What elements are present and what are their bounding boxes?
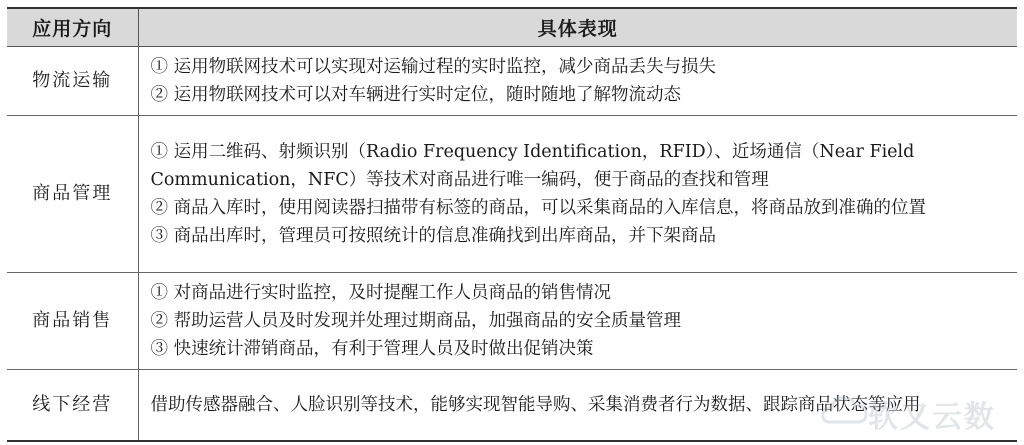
list-item: ② 商品入库时，使用阅读器扫描带有标签的商品，可以采集商品的入库信息，将商品放到准确的位置 bbox=[150, 198, 927, 218]
header-row bbox=[7, 8, 1017, 47]
row-direction: 商品销售 bbox=[7, 273, 138, 370]
row-description bbox=[138, 273, 1017, 370]
application-table bbox=[7, 7, 1017, 442]
header-performance: 具体表现 bbox=[138, 8, 1017, 47]
list-item: ① 对商品进行实时监控，及时提醒工作人员商品的销售情况 bbox=[150, 283, 612, 303]
header-direction: 应用方向 bbox=[7, 8, 138, 47]
list-item: ③ 商品出库时，管理员可按照统计的信息准确找到出库商品，并下架商品 bbox=[150, 226, 717, 246]
row-direction: 线下经营 bbox=[7, 370, 138, 442]
row-direction: 商品管理 bbox=[7, 116, 138, 273]
watermark-logo bbox=[820, 388, 1020, 438]
row-description bbox=[138, 47, 1017, 116]
row-description bbox=[138, 116, 1017, 273]
list-item: ③ 快速统计滞销商品，有利于管理人员及时做出促销决策 bbox=[150, 339, 594, 359]
list-item: ② 帮助运营人员及时发现并处理过期商品，加强商品的安全质量管理 bbox=[150, 311, 682, 331]
table-row bbox=[7, 116, 1017, 273]
cloud-icon bbox=[820, 388, 870, 432]
list-item: 借助传感器融合、人脸识别等技术，能够实现智能导购、采集消费者行为数据、跟踪商品状态等应用 bbox=[150, 395, 921, 415]
list-item: ① 运用二维码、射频识别（Radio Frequency Identification，RFID）、近场通信（Near Field Communication，NFC）等技术对商品进行唯一编码，便于商品的查找和管理 bbox=[150, 142, 915, 190]
list-item: ② 运用物联网技术可以对车辆进行实时定位，随时随地了解物流动态 bbox=[150, 85, 682, 105]
list-item: ① 运用物联网技术可以实现对运输过程的实时监控，减少商品丢失与损失 bbox=[150, 57, 717, 77]
table-row bbox=[7, 47, 1017, 116]
watermark-text: 软又云数 bbox=[868, 400, 996, 435]
table-row bbox=[7, 273, 1017, 370]
row-direction: 物流运输 bbox=[7, 47, 138, 116]
